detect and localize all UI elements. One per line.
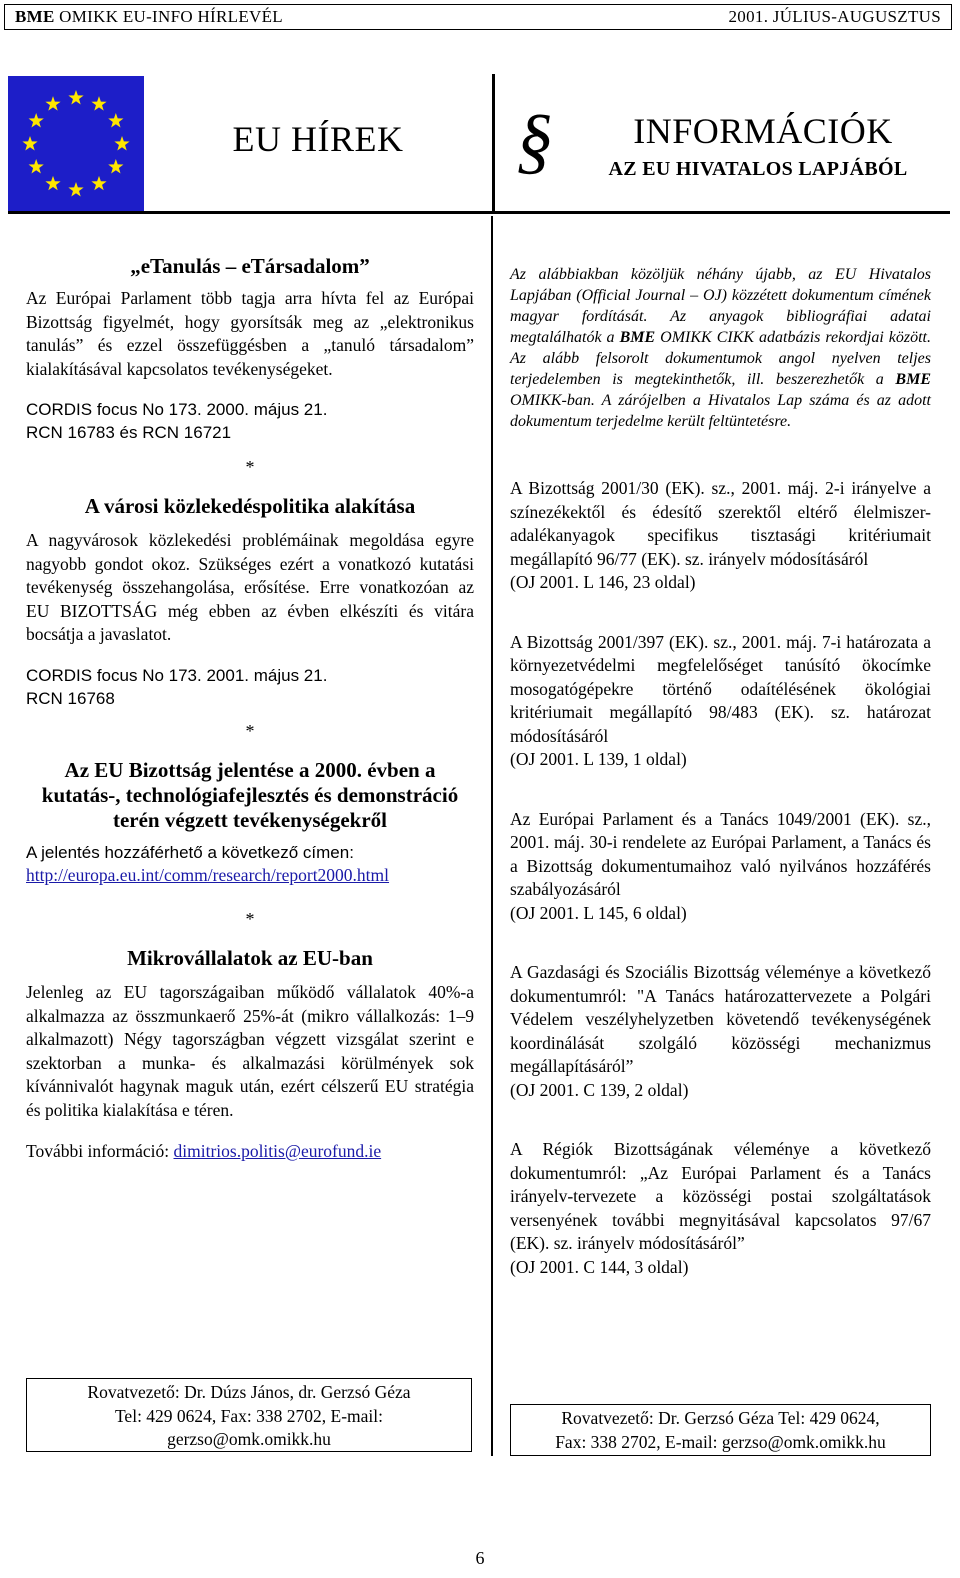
masthead-divider	[492, 74, 495, 214]
column-divider	[491, 216, 493, 1456]
info-title: INFORMÁCIÓK	[633, 111, 893, 151]
masthead	[8, 74, 950, 214]
email-link[interactable]: dimitrios.politis@eurofund.ie	[173, 1141, 382, 1161]
source-line: CORDIS focus No 173. 2000. május 21.	[26, 400, 328, 419]
article-body-etanulas: Az Európai Parlament több tagja arra hívta fel az Európai Bizottság figyelmét, hogy gyorsítsák meg az „elektronikus tanulás” és ezzel összefüggésben a „tanuló társadalom” kialakításával kapcsolatos tevékenységeket.	[26, 288, 474, 379]
separator-star: *	[245, 909, 255, 929]
section-sign-icon: §	[516, 100, 553, 182]
newsletter-header	[4, 4, 952, 30]
eu-news-title: EU HÍREK	[232, 119, 404, 159]
article-title-etanulas: „eTanulás – eTársadalom”	[130, 254, 370, 278]
eu-flag-logo	[8, 76, 144, 212]
article-title-kozlekedes: A városi közlekedéspolitika alakítása	[84, 494, 416, 518]
list-item: A Régiók Bizottságának véleménye a következő dokumentumról: „Az Európai Parlament és a Tanács irányelv-tervezete a közösségi postai szolgáltatások versenyének további megnyitásával kapcsolatos 97/67 (EK). sz. irányelv módosításáról” (OJ 2001. C 144, 3 oldal)	[510, 1139, 931, 1277]
separator-star: *	[245, 457, 255, 477]
masthead-rule	[8, 211, 950, 214]
source-line: RCN 16768	[26, 688, 115, 708]
page-number: 6	[475, 1548, 485, 1568]
left-column	[26, 254, 474, 1164]
source-line: CORDIS focus No 173. 2001. május 21.	[26, 665, 328, 685]
editor-box-right: Rovatvezető: Dr. Gerzsó Géza Tel: 429 0624, Fax: 338 2702, E-mail: gerzso@omk.omikk.hu	[510, 1404, 931, 1456]
article-title-jelentes: Az EU Bizottság jelentése a 2000. évben a kutatás-, technológiafejlesztés és demonstráció terén végzett tevékenységekről	[41, 757, 459, 832]
report-link[interactable]: http://europa.eu.int/comm/research/report2000.html	[26, 864, 390, 885]
right-column	[510, 264, 931, 1279]
list-item: Az Európai Parlament és a Tanács 1049/2001 (EK). sz., 2001. máj. 30-i rendelete az Európai Parlament, a Tanács és a Bizottság dokumentumaihoz való nyilvános hozzáférés szabályozásáról (OJ 2001. L 145, 6 oldal)	[510, 808, 931, 923]
separator-star: *	[245, 720, 255, 741]
issue-date: 2001. JÚLIUS-AUGUSZTUS	[728, 7, 941, 26]
source-line: RCN 16783 és RCN 16721	[26, 423, 232, 442]
article-body-mikrovallalatok: Jelenleg az EU tagországaiban működő vállalatok 40%-a alkalmazza az összmunkaerő 25%-át (mikro vállalkozás: 1–9 alkalmazott) Négy tagországban végzett vizsgálat szerint e szektorban a munka- és alkalmazási körülmények sok kívánnivalót hagynak maguk után, ezért célszerű EU stratégia és politika kialakítása e téren.	[26, 982, 474, 1120]
article-body-kozlekedes: A nagyvárosok közlekedési problémáinak megoldása egyre nagyobb gondot okoz. Szükséges ezért a vonatkozó kutatási tevékenység összehangolása, erősítése. Erre vonatkozóan az EU BIZOTTSÁG még ebben az évben elkészíti és vitára bocsátja a javaslatot.	[26, 530, 474, 644]
intro-text: Az alábbiakban közöljük néhány újabb, az EU Hivatalos Lapjában (Official Journal – OJ) közzétett dokumentum címének magyar fordítását. Az anyagok bibliográfiai adatai megtalálhatók a BME OMIKK CIKK adatbázis rekordjai között. Az alább felsorolt dokumentumok angol nyelven teljes terjedelemben is megtekinthetők, ill. beszerezhetők a BME OMIKK-ban. A zárójelben a Hivatalos Lap száma és az adott dokumentum terjedelme került feltüntetésre.	[510, 266, 931, 430]
list-item: A Gazdasági és Szociális Bizottság véleménye a következő dokumentumról: "A Tanács határozattervezete a Polgári Védelem veszélyhelyzetben követendő tevékenységének koordinálását szolgáló közösségi mechanizmus megállapításáról” (OJ 2001. C 139, 2 oldal)	[510, 962, 931, 1100]
more-info-line: További információ: dimitrios.politis@eurofund.ie	[26, 1141, 382, 1161]
list-item: A Bizottság 2001/397 (EK). sz., 2001. máj. 7-i határozata a környezetvédelmi megfelelőséget tanúsító ökocímke mosogatógépekre történő odaítélésének ökológiai kritériumait megállapító 98/483 (EK). sz. határozat módosításáról (OJ 2001. L 139, 1 oldal)	[510, 631, 931, 769]
article-title-mikrovallalatok: Mikrovállalatok az EU-ban	[127, 946, 373, 970]
newsletter-name: BME OMIKK EU-INFO HÍRLEVÉL	[15, 7, 283, 26]
list-item: A Bizottság 2001/30 (EK). sz., 2001. máj. 2-i irányelve a színezékektől és édesítő szerektől eltérő élelmiszer-adalékanyagok specifikus tisztasági kritériumait megállapító 96/77 (EK). sz. irányelv módosításáról (OJ 2001. L 146, 23 oldal)	[510, 478, 931, 592]
editor-box-left: Rovatvezető: Dr. Dúzs János, dr. Gerzsó Géza Tel: 429 0624, Fax: 338 2702, E-mail: gerzso@omk.omikk.hu	[26, 1378, 472, 1452]
article-body-jelentes: A jelentés hozzáférhető a következő címen:	[26, 842, 354, 862]
info-subtitle: AZ EU HIVATALOS LAPJÁBÓL	[608, 158, 908, 180]
